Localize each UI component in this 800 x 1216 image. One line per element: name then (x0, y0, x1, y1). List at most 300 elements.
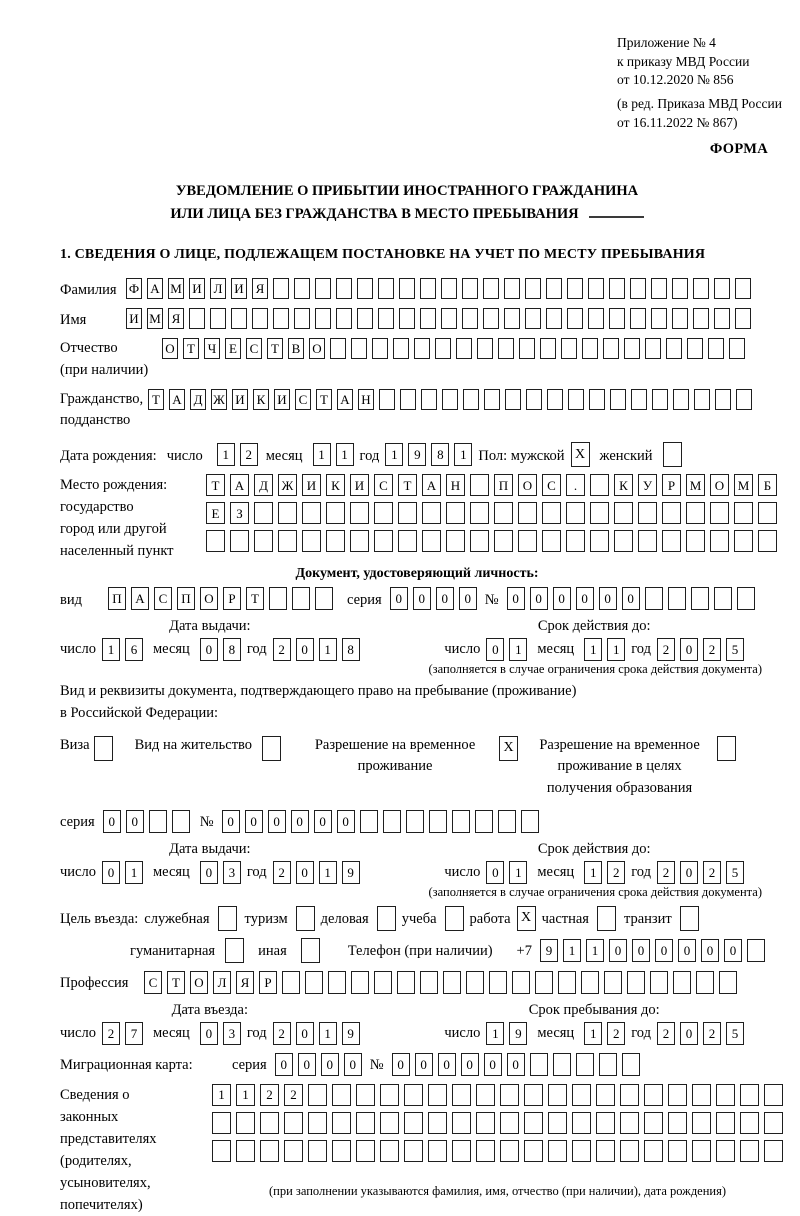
char-box[interactable]: 0 (507, 587, 525, 610)
char-box[interactable] (590, 502, 609, 524)
char-box[interactable] (308, 1084, 327, 1106)
char-box[interactable] (734, 502, 753, 524)
char-box[interactable]: П (494, 474, 513, 496)
char-box[interactable] (644, 1084, 663, 1106)
char-box[interactable]: 7 (125, 1022, 143, 1045)
char-box[interactable] (462, 308, 478, 329)
char-box[interactable] (644, 1112, 663, 1134)
char-box[interactable] (668, 1084, 687, 1106)
char-box[interactable] (326, 530, 345, 552)
char-box[interactable] (622, 1053, 640, 1076)
char-box[interactable]: И (274, 389, 290, 410)
char-box[interactable] (463, 389, 479, 410)
char-box[interactable] (630, 308, 646, 329)
char-box[interactable] (428, 1112, 447, 1134)
char-box[interactable]: 3 (223, 1022, 241, 1045)
char-box[interactable]: 1 (584, 1022, 602, 1045)
char-box[interactable] (666, 338, 682, 359)
char-box[interactable]: С (374, 474, 393, 496)
char-box[interactable]: 0 (680, 638, 698, 661)
char-box[interactable]: А (337, 389, 353, 410)
char-box[interactable]: Л (210, 278, 226, 299)
char-box[interactable] (604, 971, 622, 994)
char-box[interactable] (273, 278, 289, 299)
char-box[interactable]: 0 (296, 638, 314, 661)
char-box[interactable] (378, 308, 394, 329)
char-box[interactable] (254, 502, 273, 524)
char-box[interactable]: 9 (509, 1022, 527, 1045)
char-box[interactable] (630, 278, 646, 299)
char-box[interactable]: Р (259, 971, 277, 994)
char-box[interactable] (380, 1112, 399, 1134)
char-box[interactable] (599, 1053, 617, 1076)
char-box[interactable]: Т (183, 338, 199, 359)
char-box[interactable]: 1 (385, 443, 403, 466)
char-box[interactable] (764, 1084, 783, 1106)
char-box[interactable]: П (177, 587, 195, 610)
char-box[interactable] (546, 278, 562, 299)
char-box[interactable] (332, 1084, 351, 1106)
char-box[interactable] (540, 338, 556, 359)
char-box[interactable]: Е (206, 502, 225, 524)
char-box[interactable] (484, 389, 500, 410)
char-box[interactable] (567, 278, 583, 299)
char-box[interactable] (399, 278, 415, 299)
char-box[interactable]: 0 (200, 861, 218, 884)
char-box[interactable] (442, 389, 458, 410)
char-box[interactable]: 1 (486, 1022, 504, 1045)
char-box[interactable] (296, 906, 315, 931)
char-box[interactable] (596, 1112, 615, 1134)
char-box[interactable] (590, 474, 609, 496)
char-box[interactable]: М (734, 474, 753, 496)
char-box[interactable] (305, 971, 323, 994)
char-box[interactable]: Н (446, 474, 465, 496)
char-box[interactable] (294, 278, 310, 299)
char-box[interactable] (428, 1140, 447, 1162)
char-box[interactable] (694, 389, 710, 410)
char-box[interactable]: З (230, 502, 249, 524)
char-box[interactable]: 2 (273, 861, 291, 884)
char-box[interactable] (380, 1084, 399, 1106)
char-box[interactable] (620, 1084, 639, 1106)
char-box[interactable] (422, 502, 441, 524)
char-box[interactable] (715, 389, 731, 410)
char-box[interactable]: 8 (431, 443, 449, 466)
char-box[interactable] (374, 530, 393, 552)
char-box[interactable] (477, 338, 493, 359)
char-box[interactable]: 0 (413, 587, 431, 610)
char-box[interactable] (542, 502, 561, 524)
char-box[interactable] (710, 530, 729, 552)
char-box[interactable] (525, 278, 541, 299)
char-box[interactable] (462, 278, 478, 299)
char-box[interactable]: 1 (509, 638, 527, 661)
char-box[interactable] (620, 1112, 639, 1134)
char-box[interactable] (530, 1053, 548, 1076)
char-box[interactable] (687, 338, 703, 359)
char-box[interactable] (357, 308, 373, 329)
char-box[interactable] (504, 278, 520, 299)
char-box[interactable]: 1 (584, 861, 602, 884)
char-box[interactable]: 3 (223, 861, 241, 884)
char-box[interactable]: 0 (486, 638, 504, 661)
char-box[interactable]: 1 (125, 861, 143, 884)
char-box[interactable] (301, 938, 320, 963)
char-box[interactable] (254, 530, 273, 552)
char-box[interactable] (740, 1084, 759, 1106)
char-box[interactable]: 2 (703, 1022, 721, 1045)
char-box[interactable] (404, 1112, 423, 1134)
char-box[interactable]: Ж (211, 389, 227, 410)
char-box[interactable] (494, 530, 513, 552)
char-box[interactable] (714, 278, 730, 299)
char-box[interactable]: 0 (701, 939, 719, 962)
char-box[interactable] (218, 906, 237, 931)
char-box[interactable] (260, 1140, 279, 1162)
char-box[interactable]: 0 (268, 810, 286, 833)
char-box[interactable] (548, 1140, 567, 1162)
char-box[interactable] (500, 1112, 519, 1134)
char-box[interactable]: 2 (657, 638, 675, 661)
char-box[interactable] (645, 338, 661, 359)
char-box[interactable] (476, 1112, 495, 1134)
char-box[interactable] (504, 308, 520, 329)
char-box[interactable] (631, 389, 647, 410)
char-box[interactable] (308, 1140, 327, 1162)
char-box[interactable] (332, 1112, 351, 1134)
char-box[interactable] (483, 278, 499, 299)
char-box[interactable] (547, 389, 563, 410)
char-box[interactable]: 1 (217, 443, 235, 466)
char-box[interactable] (716, 1084, 735, 1106)
char-box[interactable] (435, 338, 451, 359)
char-box[interactable]: 0 (461, 1053, 479, 1076)
char-box[interactable] (172, 810, 190, 833)
char-box[interactable]: 1 (319, 638, 337, 661)
char-box[interactable] (452, 1140, 471, 1162)
char-box[interactable]: 9 (408, 443, 426, 466)
char-box[interactable] (519, 338, 535, 359)
char-box[interactable]: Ч (204, 338, 220, 359)
char-box[interactable] (357, 278, 373, 299)
char-box[interactable]: 2 (284, 1084, 303, 1106)
char-box[interactable] (445, 906, 464, 931)
char-box[interactable] (651, 308, 667, 329)
char-box[interactable] (466, 971, 484, 994)
char-box[interactable] (558, 971, 576, 994)
char-box[interactable]: 0 (436, 587, 454, 610)
char-box[interactable] (315, 278, 331, 299)
char-box[interactable]: 1 (607, 638, 625, 661)
char-box[interactable]: О (518, 474, 537, 496)
char-box[interactable] (231, 308, 247, 329)
char-box[interactable] (420, 971, 438, 994)
char-box[interactable] (758, 530, 777, 552)
char-box[interactable]: 2 (260, 1084, 279, 1106)
char-box[interactable] (518, 502, 537, 524)
char-box[interactable]: 1 (454, 443, 472, 466)
char-box[interactable] (380, 1140, 399, 1162)
char-box[interactable]: Т (206, 474, 225, 496)
char-box[interactable]: А (169, 389, 185, 410)
char-box[interactable]: 1 (584, 638, 602, 661)
char-box[interactable]: А (422, 474, 441, 496)
char-box[interactable]: О (162, 338, 178, 359)
char-box[interactable] (627, 971, 645, 994)
char-box[interactable] (428, 1084, 447, 1106)
char-box[interactable] (609, 278, 625, 299)
char-box[interactable]: 0 (484, 1053, 502, 1076)
char-box[interactable] (542, 530, 561, 552)
char-box[interactable]: 0 (344, 1053, 362, 1076)
char-box[interactable] (483, 308, 499, 329)
char-box[interactable] (377, 906, 396, 931)
char-box[interactable] (662, 502, 681, 524)
char-box[interactable] (441, 308, 457, 329)
char-box[interactable] (383, 810, 401, 833)
char-box[interactable] (260, 1112, 279, 1134)
char-box[interactable]: Л (213, 971, 231, 994)
char-box[interactable] (360, 810, 378, 833)
char-box[interactable]: 0 (622, 587, 640, 610)
char-box[interactable]: 9 (342, 861, 360, 884)
char-box[interactable] (668, 1112, 687, 1134)
char-box[interactable] (284, 1140, 303, 1162)
char-box[interactable] (764, 1112, 783, 1134)
char-box[interactable] (597, 906, 616, 931)
char-box[interactable]: М (686, 474, 705, 496)
char-box[interactable]: 5 (726, 638, 744, 661)
char-box[interactable] (420, 308, 436, 329)
char-box[interactable] (94, 736, 113, 761)
char-box[interactable] (470, 502, 489, 524)
char-box[interactable] (302, 502, 321, 524)
char-box[interactable] (398, 502, 417, 524)
char-box[interactable] (614, 530, 633, 552)
char-box[interactable]: X (517, 906, 536, 931)
char-box[interactable] (518, 530, 537, 552)
char-box[interactable]: 0 (103, 810, 121, 833)
char-box[interactable]: Ф (126, 278, 142, 299)
char-box[interactable] (475, 810, 493, 833)
char-box[interactable] (638, 502, 657, 524)
char-box[interactable] (315, 308, 331, 329)
char-box[interactable] (652, 389, 668, 410)
char-box[interactable] (278, 502, 297, 524)
char-box[interactable] (686, 502, 705, 524)
char-box[interactable] (398, 530, 417, 552)
char-box[interactable]: 0 (680, 861, 698, 884)
char-box[interactable] (572, 1084, 591, 1106)
char-box[interactable] (719, 971, 737, 994)
char-box[interactable] (561, 338, 577, 359)
char-box[interactable] (379, 389, 395, 410)
char-box[interactable]: 0 (275, 1053, 293, 1076)
char-box[interactable]: М (147, 308, 163, 329)
char-box[interactable]: 0 (553, 587, 571, 610)
char-box[interactable]: О (200, 587, 218, 610)
char-box[interactable]: 1 (212, 1084, 231, 1106)
char-box[interactable] (374, 502, 393, 524)
char-box[interactable]: А (230, 474, 249, 496)
char-box[interactable] (404, 1084, 423, 1106)
char-box[interactable]: 0 (102, 861, 120, 884)
char-box[interactable]: К (253, 389, 269, 410)
char-box[interactable] (252, 308, 268, 329)
char-box[interactable] (441, 278, 457, 299)
char-box[interactable] (500, 1084, 519, 1106)
char-box[interactable]: 0 (415, 1053, 433, 1076)
char-box[interactable]: 0 (530, 587, 548, 610)
char-box[interactable]: Я (236, 971, 254, 994)
char-box[interactable] (525, 308, 541, 329)
char-box[interactable]: 2 (703, 861, 721, 884)
char-box[interactable] (566, 530, 585, 552)
char-box[interactable] (737, 587, 755, 610)
char-box[interactable]: 2 (240, 443, 258, 466)
char-box[interactable]: 0 (337, 810, 355, 833)
char-box[interactable]: 2 (657, 1022, 675, 1045)
char-box[interactable]: С (154, 587, 172, 610)
char-box[interactable]: 1 (586, 939, 604, 962)
char-box[interactable] (512, 971, 530, 994)
char-box[interactable]: 0 (609, 939, 627, 962)
char-box[interactable] (206, 530, 225, 552)
char-box[interactable] (758, 502, 777, 524)
char-box[interactable]: 0 (486, 861, 504, 884)
char-box[interactable] (308, 1112, 327, 1134)
char-box[interactable]: С (144, 971, 162, 994)
char-box[interactable]: С (246, 338, 262, 359)
char-box[interactable]: О (710, 474, 729, 496)
char-box[interactable]: 2 (607, 1022, 625, 1045)
char-box[interactable] (576, 1053, 594, 1076)
char-box[interactable] (470, 530, 489, 552)
char-box[interactable] (553, 1053, 571, 1076)
char-box[interactable] (399, 308, 415, 329)
char-box[interactable]: X (499, 736, 518, 761)
char-box[interactable] (404, 1140, 423, 1162)
char-box[interactable] (500, 1140, 519, 1162)
char-box[interactable] (572, 1112, 591, 1134)
char-box[interactable]: 0 (680, 1022, 698, 1045)
char-box[interactable] (740, 1140, 759, 1162)
char-box[interactable]: Е (225, 338, 241, 359)
char-box[interactable]: 0 (296, 861, 314, 884)
char-box[interactable]: 0 (200, 638, 218, 661)
char-box[interactable] (494, 502, 513, 524)
char-box[interactable] (351, 338, 367, 359)
char-box[interactable]: 2 (102, 1022, 120, 1045)
char-box[interactable] (446, 530, 465, 552)
char-box[interactable] (680, 906, 699, 931)
char-box[interactable] (672, 308, 688, 329)
char-box[interactable] (284, 1112, 303, 1134)
char-box[interactable]: 2 (273, 638, 291, 661)
char-box[interactable] (624, 338, 640, 359)
char-box[interactable]: А (147, 278, 163, 299)
char-box[interactable]: 0 (298, 1053, 316, 1076)
char-box[interactable] (714, 587, 732, 610)
char-box[interactable] (393, 338, 409, 359)
char-box[interactable] (692, 1112, 711, 1134)
char-box[interactable]: 0 (296, 1022, 314, 1045)
char-box[interactable] (230, 530, 249, 552)
char-box[interactable]: 1 (563, 939, 581, 962)
char-box[interactable] (356, 1084, 375, 1106)
char-box[interactable] (588, 278, 604, 299)
char-box[interactable]: Т (167, 971, 185, 994)
char-box[interactable]: Д (190, 389, 206, 410)
char-box[interactable]: Т (316, 389, 332, 410)
char-box[interactable] (524, 1084, 543, 1106)
char-box[interactable] (421, 389, 437, 410)
char-box[interactable] (710, 502, 729, 524)
char-box[interactable] (278, 530, 297, 552)
char-box[interactable] (668, 1140, 687, 1162)
char-box[interactable]: А (131, 587, 149, 610)
char-box[interactable]: 1 (509, 861, 527, 884)
char-box[interactable] (764, 1140, 783, 1162)
char-box[interactable]: 9 (540, 939, 558, 962)
char-box[interactable] (609, 308, 625, 329)
char-box[interactable]: . (566, 474, 585, 496)
char-box[interactable] (262, 736, 281, 761)
char-box[interactable] (735, 308, 751, 329)
char-box[interactable]: 0 (291, 810, 309, 833)
char-box[interactable] (452, 1084, 471, 1106)
char-box[interactable] (526, 389, 542, 410)
char-box[interactable] (302, 530, 321, 552)
char-box[interactable] (568, 389, 584, 410)
char-box[interactable]: П (108, 587, 126, 610)
char-box[interactable] (374, 971, 392, 994)
char-box[interactable]: 2 (657, 861, 675, 884)
char-box[interactable] (328, 971, 346, 994)
char-box[interactable] (414, 338, 430, 359)
char-box[interactable] (149, 810, 167, 833)
char-box[interactable] (356, 1140, 375, 1162)
char-box[interactable] (581, 971, 599, 994)
char-box[interactable] (505, 389, 521, 410)
char-box[interactable] (372, 338, 388, 359)
char-box[interactable]: И (350, 474, 369, 496)
char-box[interactable] (521, 810, 539, 833)
char-box[interactable] (489, 971, 507, 994)
char-box[interactable] (236, 1140, 255, 1162)
char-box[interactable] (535, 971, 553, 994)
char-box[interactable] (740, 1112, 759, 1134)
char-box[interactable]: И (126, 308, 142, 329)
char-box[interactable] (350, 530, 369, 552)
char-box[interactable] (294, 308, 310, 329)
char-box[interactable]: И (231, 278, 247, 299)
char-box[interactable]: 0 (126, 810, 144, 833)
char-box[interactable]: Т (267, 338, 283, 359)
char-box[interactable] (714, 308, 730, 329)
char-box[interactable]: Ж (278, 474, 297, 496)
char-box[interactable] (548, 1112, 567, 1134)
char-box[interactable] (350, 502, 369, 524)
char-box[interactable]: Т (148, 389, 164, 410)
char-box[interactable] (443, 971, 461, 994)
char-box[interactable] (397, 971, 415, 994)
char-box[interactable] (596, 1084, 615, 1106)
char-box[interactable] (212, 1140, 231, 1162)
char-box[interactable] (716, 1112, 735, 1134)
char-box[interactable] (189, 308, 205, 329)
